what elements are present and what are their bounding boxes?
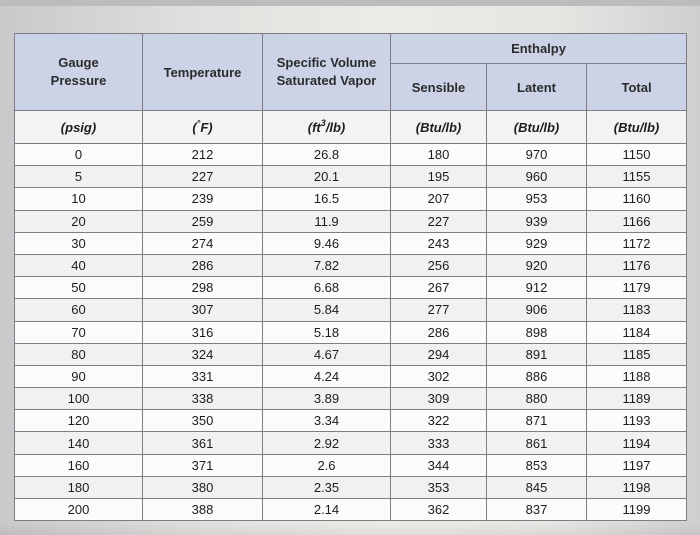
table-row [15, 277, 687, 299]
cell-sensible: 243 [391, 232, 487, 254]
cell-specific-volume: 6.68 [263, 277, 391, 299]
header-sensible: Sensible [391, 64, 487, 111]
cell-sensible: 333 [391, 432, 487, 454]
cell-gauge-pressure: 200 [15, 499, 143, 521]
cell-total: 1166 [587, 210, 687, 232]
cell-latent: 871 [487, 410, 587, 432]
cell-temperature: 331 [143, 365, 263, 387]
cell-specific-volume: 26.8 [263, 144, 391, 166]
header-specific-volume-line-1: Specific Volume [276, 55, 377, 71]
cell-specific-volume: 4.24 [263, 365, 391, 387]
cell-total: 1155 [587, 166, 687, 188]
unit-latent: (Btu/lb) [487, 111, 587, 144]
unit-specific-volume-rest: /lb) [325, 119, 346, 135]
cell-sensible: 322 [391, 410, 487, 432]
cell-sensible: 353 [391, 476, 487, 498]
cell-total: 1199 [587, 499, 687, 521]
table-row [15, 365, 687, 387]
table-row [15, 232, 687, 254]
cell-gauge-pressure: 100 [15, 388, 143, 410]
unit-total: (Btu/lb) [587, 111, 687, 144]
cell-specific-volume: 11.9 [263, 210, 391, 232]
cell-latent: 906 [487, 299, 587, 321]
cell-temperature: 350 [143, 410, 263, 432]
cell-temperature: 307 [143, 299, 263, 321]
cell-temperature: 227 [143, 166, 263, 188]
degree-symbol: ° [196, 117, 201, 128]
table-row [15, 410, 687, 432]
cell-temperature: 286 [143, 254, 263, 276]
cell-sensible: 344 [391, 454, 487, 476]
table-row [15, 321, 687, 343]
header-gauge-pressure-line-2: Pressure [50, 73, 107, 88]
cell-temperature: 338 [143, 388, 263, 410]
cell-gauge-pressure: 160 [15, 454, 143, 476]
header-enthalpy: Enthalpy [391, 34, 687, 64]
header-specific-volume-line-2: Saturated Vapor [276, 73, 377, 88]
cell-specific-volume: 5.18 [263, 321, 391, 343]
cell-latent: 853 [487, 454, 587, 476]
cell-latent: 970 [487, 144, 587, 166]
cell-specific-volume: 2.6 [263, 454, 391, 476]
table-row [15, 210, 687, 232]
cell-gauge-pressure: 70 [15, 321, 143, 343]
cell-latent: 845 [487, 476, 587, 498]
unit-temperature-rest: F) [200, 119, 213, 135]
cell-sensible: 277 [391, 299, 487, 321]
cell-total: 1189 [587, 388, 687, 410]
cell-gauge-pressure: 120 [15, 410, 143, 432]
cell-specific-volume: 2.92 [263, 432, 391, 454]
cell-gauge-pressure: 20 [15, 210, 143, 232]
cell-sensible: 207 [391, 188, 487, 210]
unit-gauge-pressure: (psig) [15, 111, 143, 144]
header-gauge-pressure [15, 34, 143, 111]
header-latent: Latent [487, 64, 587, 111]
cell-sensible: 256 [391, 254, 487, 276]
unit-specific-volume-base: (ft [307, 119, 321, 135]
cell-temperature: 259 [143, 210, 263, 232]
cell-sensible: 180 [391, 144, 487, 166]
table-row [15, 254, 687, 276]
table-row [15, 166, 687, 188]
cell-total: 1172 [587, 232, 687, 254]
cell-temperature: 274 [143, 232, 263, 254]
cell-specific-volume: 3.89 [263, 388, 391, 410]
cell-gauge-pressure: 50 [15, 277, 143, 299]
cell-temperature: 212 [143, 144, 263, 166]
cell-latent: 939 [487, 210, 587, 232]
table-row [15, 476, 687, 498]
cell-total: 1183 [587, 299, 687, 321]
cell-total: 1198 [587, 476, 687, 498]
cell-total: 1185 [587, 343, 687, 365]
cell-latent: 891 [487, 343, 587, 365]
cell-specific-volume: 16.5 [263, 188, 391, 210]
table-row [15, 454, 687, 476]
header-total: Total [587, 64, 687, 111]
table-row [15, 432, 687, 454]
cell-sensible: 286 [391, 321, 487, 343]
cell-specific-volume: 5.84 [263, 299, 391, 321]
table-row [15, 499, 687, 521]
cell-total: 1179 [587, 277, 687, 299]
cell-total: 1150 [587, 144, 687, 166]
cell-latent: 953 [487, 188, 587, 210]
table-row [15, 144, 687, 166]
cell-latent: 929 [487, 232, 587, 254]
unit-specific-volume [263, 111, 391, 144]
paper-shadow [0, 523, 700, 535]
cell-specific-volume: 3.34 [263, 410, 391, 432]
cell-temperature: 324 [143, 343, 263, 365]
header-temperature: Temperature [143, 34, 263, 111]
cell-temperature: 380 [143, 476, 263, 498]
cell-latent: 960 [487, 166, 587, 188]
steam-properties-table [14, 33, 687, 521]
cell-temperature: 298 [143, 277, 263, 299]
unit-temperature [143, 111, 263, 144]
cell-latent: 837 [487, 499, 587, 521]
cell-gauge-pressure: 40 [15, 254, 143, 276]
cell-sensible: 302 [391, 365, 487, 387]
cell-temperature: 388 [143, 499, 263, 521]
cell-total: 1194 [587, 432, 687, 454]
cell-total: 1193 [587, 410, 687, 432]
cell-specific-volume: 20.1 [263, 166, 391, 188]
cell-temperature: 361 [143, 432, 263, 454]
cell-sensible: 195 [391, 166, 487, 188]
cell-gauge-pressure: 10 [15, 188, 143, 210]
cell-specific-volume: 2.14 [263, 499, 391, 521]
cell-latent: 912 [487, 277, 587, 299]
cell-gauge-pressure: 140 [15, 432, 143, 454]
unit-specific-volume-exponent: 3 [320, 117, 326, 128]
cell-gauge-pressure: 80 [15, 343, 143, 365]
cell-gauge-pressure: 60 [15, 299, 143, 321]
cell-temperature: 316 [143, 321, 263, 343]
cell-sensible: 362 [391, 499, 487, 521]
table-row [15, 343, 687, 365]
cell-latent: 920 [487, 254, 587, 276]
cell-gauge-pressure: 0 [15, 144, 143, 166]
unit-sensible: (Btu/lb) [391, 111, 487, 144]
cell-gauge-pressure: 5 [15, 166, 143, 188]
cell-latent: 886 [487, 365, 587, 387]
cell-temperature: 371 [143, 454, 263, 476]
cell-specific-volume: 9.46 [263, 232, 391, 254]
cell-specific-volume: 2.35 [263, 476, 391, 498]
cell-total: 1160 [587, 188, 687, 210]
table-row [15, 299, 687, 321]
cell-specific-volume: 7.82 [263, 254, 391, 276]
cell-latent: 898 [487, 321, 587, 343]
cell-total: 1188 [587, 365, 687, 387]
cell-latent: 880 [487, 388, 587, 410]
table-row [15, 388, 687, 410]
paper-top-edge [0, 0, 700, 6]
cell-gauge-pressure: 180 [15, 476, 143, 498]
cell-total: 1184 [587, 321, 687, 343]
cell-sensible: 294 [391, 343, 487, 365]
cell-total: 1197 [587, 454, 687, 476]
unit-temperature-open: ( [192, 119, 197, 135]
cell-gauge-pressure: 30 [15, 232, 143, 254]
cell-sensible: 227 [391, 210, 487, 232]
header-gauge-pressure-line-1: Gauge [58, 55, 99, 71]
cell-gauge-pressure: 90 [15, 365, 143, 387]
cell-sensible: 309 [391, 388, 487, 410]
cell-temperature: 239 [143, 188, 263, 210]
table-row [15, 188, 687, 210]
cell-specific-volume: 4.67 [263, 343, 391, 365]
header-specific-volume [263, 34, 391, 111]
cell-total: 1176 [587, 254, 687, 276]
cell-latent: 861 [487, 432, 587, 454]
cell-sensible: 267 [391, 277, 487, 299]
